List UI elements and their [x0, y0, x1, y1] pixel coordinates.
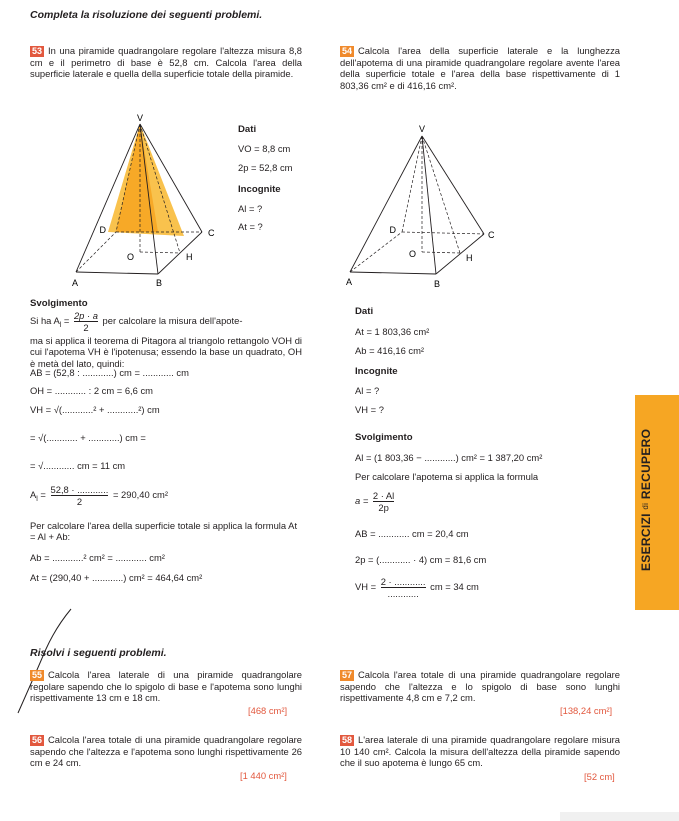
incognite-title-53: Incognite [238, 184, 281, 195]
label-c: C [208, 228, 215, 238]
label-b: B [156, 278, 163, 288]
label-d: D [389, 225, 396, 235]
problem-statement: Calcola l'area della superficie laterale e la lunghezza dell'apotema di una piramide quadrangolare regolare avente l'area della superficie totale e l'area della base rispettivamente di 1 803,36 cm² e di 416,16 cm². [340, 45, 620, 91]
calc-ab-54: AB = ............ cm = 20,4 cm [355, 528, 469, 539]
calc-vh-2: = √(............ + ............) cm = [30, 432, 146, 443]
problem-58: 58 L'area laterale di una piramide quadrangolare regolare misura 10 140 cm². Calcola la misura dell'altezza della piramide sapendo che il suo apotema è lungo 65 cm. [340, 734, 620, 769]
calc-ab-area: Ab = ............² cm² = ............ cm² [30, 552, 165, 563]
label-v: V [418, 124, 426, 134]
label-h: H [466, 253, 473, 263]
dati-item: At = 1 803,36 cm² [355, 326, 430, 337]
at-intro: Per calcolare l'area della superficie totale si applica la formula At = Al + Ab: [30, 520, 298, 543]
dati-item: 2p = 52,8 cm [238, 162, 293, 173]
dati-item: VO = 8,8 cm [238, 143, 291, 154]
label-o: O [126, 252, 134, 262]
calc-vh-54: VH = $\frac{2 \cdot ............}{............}$ cm = 34 cm [355, 576, 479, 599]
fraction: $\frac{2p \cdot a}{2}$ [73, 310, 98, 333]
label-a: A [346, 277, 353, 287]
incognita-item: Al = ? [355, 385, 380, 396]
incognita-item: Al = ? [238, 203, 263, 214]
dati-title-54: Dati [355, 306, 374, 317]
problem-number: 53 [32, 46, 43, 56]
answer-56: [1 440 cm²] [240, 770, 287, 781]
section-title: Risolvi i seguenti problemi. [30, 647, 167, 659]
dati-item: Ab = 416,16 cm² [355, 345, 425, 356]
svolgimento-title-53: Svolgimento [30, 298, 88, 309]
formula-apotema: a = $\frac{2 \cdot Al}{2p}$ [355, 490, 395, 513]
problem-number: 56 [32, 735, 43, 745]
calc-al: $A_l$ = $\frac{52,8 \cdot ............}{2}$ = 290,40 cm² [30, 484, 168, 507]
calc-vh-3: = √............ cm = 11 cm [30, 460, 126, 471]
problem-54-text [340, 45, 620, 91]
calc-al-54: Al = (1 803,36 − ............) cm² = 1 387,20 cm² [355, 452, 543, 463]
label-d: D [99, 225, 106, 235]
problem-number: 55 [32, 670, 43, 680]
page-title: Completa la risoluzione dei seguenti problemi. [30, 9, 263, 21]
calc-ab: AB = (52,8 : ............) cm = ............ cm [30, 367, 189, 378]
answer-58: [52 cm] [584, 771, 615, 782]
problem-number: 57 [342, 670, 353, 680]
calc-oh: OH = ............ : 2 cm = 6,6 cm [30, 385, 153, 396]
label-v: V [136, 113, 144, 123]
problem-statement: In una piramide quadrangolare regolare l'altezza misura 8,8 cm e il perimetro di base è 52,8 cm. Calcola l'area della superficie laterale e quella della superficie totale della piramide. [30, 45, 302, 80]
calc-2p-54: 2p = (............ · 4) cm = 81,6 cm [355, 554, 487, 565]
problem-number: 54 [342, 46, 353, 56]
formula-intro: Per calcolare l'apotema si applica la formula [355, 471, 539, 482]
problem-57: 57 Calcola l'area totale di una piramide quadrangolare regolare sapendo che l'altezza e lo spigolo di base sono lunghi rispettivamente 4,8 cm e 7,2 cm. [340, 669, 620, 704]
svolgimento-title-54: Svolgimento [355, 432, 413, 443]
footer-decoration [560, 812, 679, 821]
problem-56: 56 Calcola l'area totale di una piramide quadrangolare regolare sapendo che l'altezza e l'apotema sono lunghi rispettivamente 26 cm e 24 cm. [30, 734, 302, 769]
answer-57: [138,24 cm²] [560, 705, 613, 716]
label-a: A [72, 278, 79, 288]
label-o: O [408, 249, 416, 259]
problem-53-text [30, 45, 302, 80]
problem-number: 58 [342, 735, 353, 745]
label-b: B [434, 279, 441, 289]
calc-at: At = (290,40 + ............) cm² = 464,64 cm² [30, 572, 203, 583]
svolgimento-paragraph: ma si applica il teorema di Pitagora al triangolo rettangolo VOH di cui l'apotema VH è l'ipotenusa; essendo la base un quadrato, OH è metà del lato, quindi: [30, 335, 302, 369]
dati-title-53: Dati [238, 124, 257, 135]
pyramid-figure-53 [62, 112, 232, 297]
incognita-item: At = ? [238, 221, 263, 232]
label-h: H [186, 252, 193, 262]
svolgimento-line1: Si ha $A_l$ = $\frac{2p \cdot a}{2}$ per calcolare la misura dell'apote- [30, 310, 243, 333]
problem-55: 55 Calcola l'area laterale di una piramide quadrangolare regolare sapendo che lo spigolo di base e l'apotema sono lunghi rispettivamente 13 cm e 18 cm. [30, 669, 302, 704]
answer-55: [468 cm²] [248, 705, 288, 716]
incognite-title-54: Incognite [355, 366, 398, 377]
fraction: $\frac{52,8 \cdot ............}{2}$ [50, 484, 109, 507]
fraction: $\frac{2 \cdot ............}{............}$ [380, 576, 426, 599]
side-tab-label: ESERCIZI di RECUPERO [639, 428, 653, 572]
label-c: C [488, 230, 495, 240]
fraction: $\frac{2 \cdot Al}{2p}$ [372, 490, 395, 513]
calc-vh-1: VH = √(............² + ............²) cm [30, 404, 160, 415]
incognita-item: VH = ? [355, 404, 384, 415]
pyramid-figure-54 [336, 122, 506, 297]
